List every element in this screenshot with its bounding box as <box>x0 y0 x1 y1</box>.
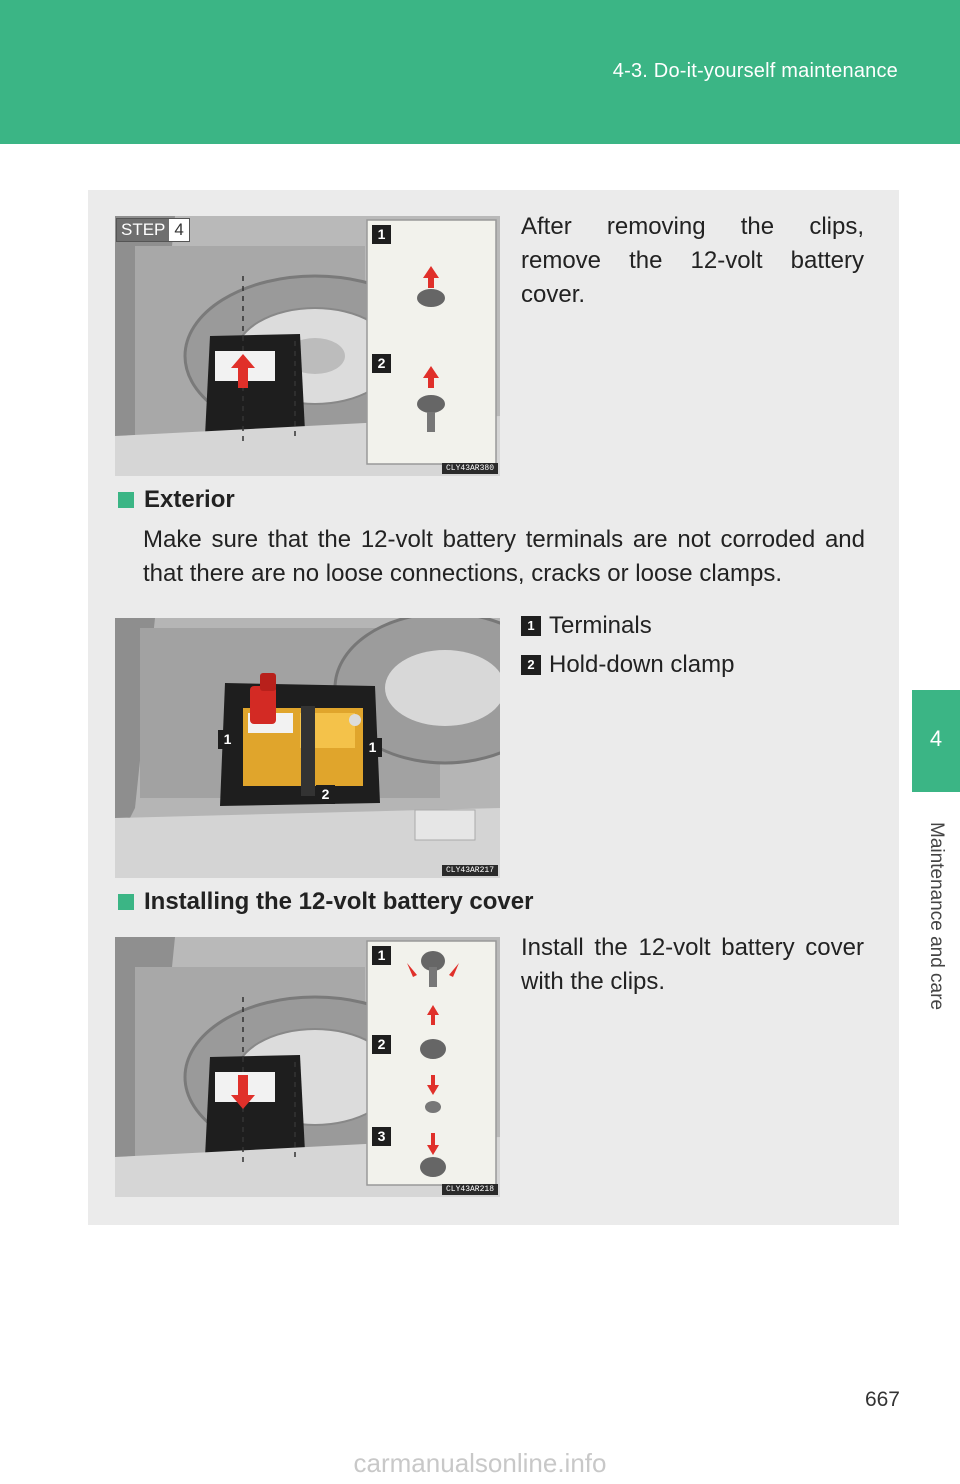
page-number: 667 <box>864 1388 900 1411</box>
chapter-number: 4 <box>929 726 943 751</box>
callout-1-right: 1 <box>363 738 382 757</box>
step-label: STEP <box>117 219 169 241</box>
legend-terminals: 1 Terminals <box>521 612 652 640</box>
exterior-text: Make sure that the 12-volt battery terminals are not corroded and that there are no loose connections, cracks or loose clamps. <box>143 526 865 587</box>
section-title: 4-3. Do-it-yourself maintenance <box>612 60 898 82</box>
installing-heading: Installing the 12-volt battery cover <box>118 888 533 916</box>
section-square-icon <box>118 492 134 508</box>
callout-3: 3 <box>372 1127 391 1146</box>
figure-battery <box>115 618 500 878</box>
legend-hold-down-clamp: 2 Hold-down clamp <box>521 651 734 679</box>
callout-2: 2 <box>372 354 391 373</box>
exterior-heading: Exterior <box>118 486 235 514</box>
trunk-illustration-2 <box>115 937 500 1197</box>
figure-remove-cover <box>115 216 500 476</box>
battery-illustration <box>115 618 500 878</box>
callout-1: 1 <box>372 946 391 965</box>
legend-number-2: 2 <box>521 655 541 675</box>
step-badge <box>116 218 190 242</box>
section-square-icon <box>118 894 134 910</box>
figure-install-cover <box>115 937 500 1197</box>
step-number: 4 <box>174 220 184 239</box>
callout-2: 2 <box>372 1035 391 1054</box>
figure-code: CLY43AR218 <box>442 1184 498 1195</box>
callout-1: 1 <box>372 225 391 244</box>
trunk-illustration-1 <box>115 216 500 476</box>
callout-2: 2 <box>316 785 335 804</box>
figure-code: CLY43AR380 <box>442 463 498 474</box>
install-instructions: Install the 12-volt battery cover with the clips. <box>521 934 864 995</box>
chapter-label: Maintenance and care <box>926 821 947 1011</box>
figure-code: CLY43AR217 <box>442 865 498 876</box>
page-header <box>0 0 960 144</box>
chapter-tab <box>912 690 960 792</box>
legend-number-1: 1 <box>521 616 541 636</box>
callout-1-left: 1 <box>218 730 237 749</box>
footer-watermark: carmanualsonline.info <box>353 1448 607 1478</box>
step-instructions: After removing the clips, remove the 12-volt battery cover. <box>521 213 864 308</box>
